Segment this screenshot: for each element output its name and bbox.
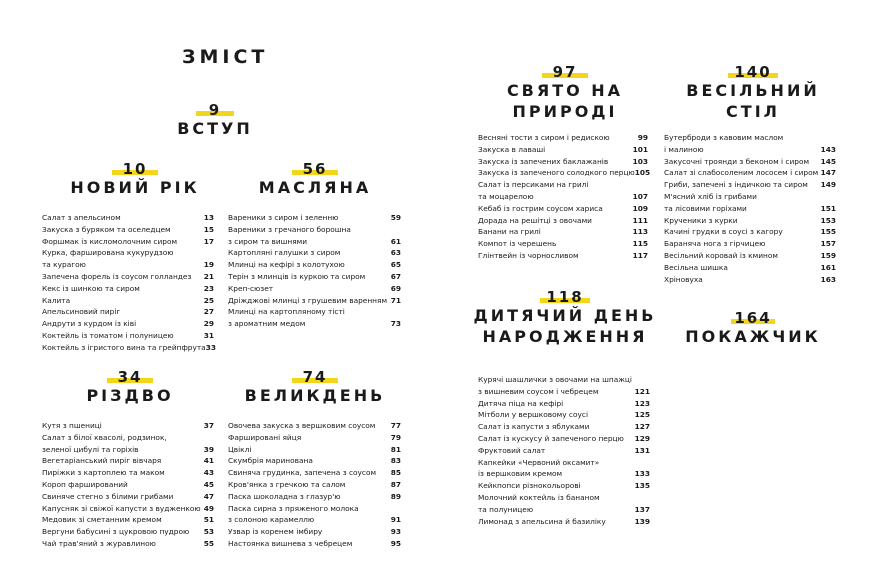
toc-entry[interactable]: [478, 398, 650, 410]
toc-entry-title: Салат з апельсином: [42, 213, 121, 222]
toc-entry[interactable]: [42, 479, 214, 491]
toc-entry-title: Кров'янка з гречкою та салом: [228, 479, 346, 489]
toc-entry-title: з солоною карамеллю: [228, 515, 315, 525]
section-entries: [42, 420, 214, 550]
section-number: 74: [302, 368, 328, 386]
toc-entry-page: 13: [203, 213, 214, 222]
section-index[interactable]: [678, 310, 828, 347]
toc-entry-title: Млинці на картопляному тісті: [228, 307, 345, 317]
section-maslyana[interactable]: [240, 161, 390, 198]
toc-entry-title: Глінтвейн із чорносливом: [478, 250, 579, 260]
toc-entry-title: Терін з млинців із куркою та сиром: [228, 271, 366, 281]
toc-entry-title: Апельсиновий пиріг: [42, 307, 121, 317]
toc-entry-title: з ароматним медом: [228, 319, 306, 329]
toc-entry[interactable]: [664, 132, 836, 144]
toc-entry[interactable]: [478, 516, 650, 528]
toc-entry-page: 99: [637, 133, 648, 142]
toc-entry-title: Салат із кускусу й запеченого перцю: [478, 433, 624, 443]
toc-entry-title: Настоянка вишнева з чебрецем: [228, 538, 353, 548]
toc-entry[interactable]: [664, 167, 836, 179]
toc-entry[interactable]: [478, 433, 650, 445]
toc-entry-page: 53: [203, 527, 214, 537]
toc-entry-page: 19: [203, 260, 214, 270]
toc-entry-title: Молочний коктейль із бананом: [478, 492, 600, 502]
toc-entry-page: 61: [390, 236, 401, 246]
toc-entry-title: Мітболи у вершковому соусі: [478, 410, 589, 420]
section-number: 9: [208, 101, 222, 119]
toc-entry-title: Весільний коровай із кмином: [664, 250, 778, 260]
toc-entry-page: 81: [390, 444, 401, 454]
toc-entry[interactable]: [228, 236, 401, 248]
toc-entry-page: 59: [390, 213, 401, 222]
toc-entry[interactable]: [664, 191, 836, 203]
section-nature[interactable]: [490, 64, 640, 122]
toc-entry[interactable]: [478, 457, 650, 469]
toc-entry-title: Калита: [42, 295, 71, 305]
toc-entry[interactable]: [478, 191, 648, 203]
toc-entry-title: Закусочні троянди з беконом і сиром: [664, 156, 810, 166]
section-heading: ВСТУП: [177, 119, 253, 138]
section-number: 10: [122, 160, 148, 178]
toc-entry[interactable]: [228, 514, 401, 526]
toc-entry[interactable]: [42, 212, 214, 224]
toc-entry[interactable]: [478, 144, 648, 156]
toc-entry-title: Вергуни бабусині з цукровою пудрою: [42, 527, 190, 537]
section-intro[interactable]: [150, 102, 280, 139]
toc-entry[interactable]: [664, 203, 836, 215]
toc-entry-page: 135: [634, 481, 650, 491]
toc-entry[interactable]: [478, 492, 650, 504]
toc-entry-page: 31: [203, 330, 214, 340]
toc-entry-title: Лимонад з апельсина й базиліку: [478, 516, 606, 526]
toc-entry-title: Фаршировані яйця: [228, 432, 302, 442]
toc-entry-title: Свиняче стегно з білими грибами: [42, 491, 174, 501]
toc-entry-page: 21: [203, 271, 214, 281]
toc-entry-title: Медовик зі сметанним кремом: [42, 515, 162, 525]
toc-entry-page: 159: [820, 250, 836, 260]
toc-entry[interactable]: [42, 330, 214, 342]
toc-entry-page: 87: [390, 479, 401, 489]
toc-entry-title: та полуницею: [478, 504, 534, 514]
toc-entry[interactable]: [228, 271, 401, 283]
toc-entry[interactable]: [228, 432, 401, 444]
toc-entry[interactable]: [664, 262, 836, 274]
toc-entry-page: 83: [390, 456, 401, 466]
toc-entry-page: 23: [203, 283, 214, 293]
toc-entry[interactable]: [478, 167, 651, 179]
toc-entry[interactable]: [42, 491, 214, 503]
section-heading-line2: ПРИРОДІ: [512, 102, 618, 121]
toc-entry-page: 47: [203, 491, 214, 501]
toc-entry[interactable]: [228, 295, 401, 307]
toc-entry-title: Хріновуха: [664, 274, 703, 284]
toc-entry[interactable]: [42, 318, 214, 330]
toc-entry-title: Салат із персиками на грилі: [478, 180, 589, 190]
toc-entry-title: Запечена форель із соусом голландез: [42, 271, 192, 281]
toc-entry-page: 43: [203, 468, 214, 478]
toc-entry[interactable]: [228, 212, 401, 224]
section-entries: [664, 132, 836, 285]
toc-entry-page: 155: [820, 227, 836, 237]
toc-entry-page: 37: [203, 421, 214, 430]
toc-entry-title: Цвіклі: [228, 444, 252, 454]
toc-entry-page: 71: [390, 295, 401, 305]
section-heading: ДИТЯЧИЙ ДЕНЬ: [473, 306, 657, 325]
section-number: 164: [734, 309, 772, 327]
page-title: ЗМІСТ: [182, 46, 269, 68]
section-number: 97: [552, 63, 578, 81]
section-number: 34: [117, 368, 143, 386]
section-wedding[interactable]: [678, 64, 828, 122]
toc-entry-title: із вершковим кремом: [478, 469, 563, 479]
section-entries: [228, 420, 401, 550]
toc-entry-title: Овочева закуска з вершковим соусом: [228, 421, 376, 430]
toc-entry[interactable]: [478, 409, 650, 421]
toc-entry-page: 45: [203, 479, 214, 489]
toc-entry-title: Вегетаріанський пиріг вівчаря: [42, 456, 162, 466]
toc-entry-title: Паска сирна з пряженого молока: [228, 503, 359, 513]
toc-entry[interactable]: [228, 247, 401, 259]
toc-entry-title: Баранячa нога з гірчицею: [664, 239, 766, 249]
toc-entry[interactable]: [228, 444, 401, 456]
toc-entry-page: 139: [634, 516, 650, 526]
section-easter[interactable]: [240, 369, 390, 406]
toc-entry-page: 125: [634, 410, 650, 420]
toc-entry[interactable]: [478, 250, 648, 262]
toc-entry[interactable]: [42, 306, 214, 318]
toc-entry-title: Узвар із коренем імбиру: [228, 527, 323, 537]
toc-entry-page: 151: [820, 203, 836, 213]
toc-entry-title: Кейкпопси різнокольорові: [478, 481, 581, 491]
toc-entry-title: Чай трав'яний з журавлиною: [42, 538, 156, 548]
toc-entry[interactable]: [664, 250, 836, 262]
toc-entry-page: 161: [820, 262, 836, 272]
toc-entry-title: Вареники з сиром і зеленню: [228, 213, 339, 222]
toc-entry-title: Скумбрія маринована: [228, 456, 313, 466]
toc-entry-title: Бутерброди з кавовим маслом: [664, 133, 784, 142]
toc-entry-title: Креп-сюзет: [228, 283, 274, 293]
toc-entry[interactable]: [478, 215, 648, 227]
toc-entry-title: Свиняча грудинка, запечена з соусом: [228, 468, 377, 478]
toc-entry[interactable]: [228, 318, 401, 330]
toc-entry[interactable]: [42, 420, 214, 432]
toc-entry-page: 63: [390, 248, 401, 258]
toc-entry[interactable]: [228, 306, 401, 318]
toc-entry-page: 105: [634, 168, 651, 178]
toc-entry-page: 129: [634, 433, 650, 443]
toc-entry[interactable]: [42, 455, 214, 467]
toc-entry[interactable]: [478, 421, 650, 433]
toc-entry-title: Капкейки «Червоний оксамит»: [478, 457, 600, 467]
toc-entry-title: М'ясний хліб із грибами: [664, 191, 757, 201]
toc-entry[interactable]: [228, 420, 401, 432]
toc-entry[interactable]: [478, 238, 648, 250]
toc-entry-page: 131: [634, 445, 650, 455]
toc-entry-title: Закуска із запечених баклажанів: [478, 156, 609, 166]
toc-entry[interactable]: [664, 215, 836, 227]
toc-entry[interactable]: [42, 503, 214, 515]
toc-entry[interactable]: [478, 445, 650, 457]
toc-entry[interactable]: [478, 156, 648, 168]
section-heading-line2: СТІЛ: [726, 102, 780, 121]
toc-entry-page: 41: [203, 456, 214, 466]
toc-entry[interactable]: [478, 226, 648, 238]
toc-entry-page: 67: [390, 271, 401, 281]
section-birthday[interactable]: [470, 289, 660, 347]
toc-entry[interactable]: [42, 514, 214, 526]
toc-entry[interactable]: [228, 224, 401, 236]
toc-entry-title: Курячі шашлички з овочами на шпажці: [478, 375, 632, 384]
toc-entry-title: зеленої цибулі та горіхів: [42, 444, 139, 454]
toc-entry[interactable]: [228, 467, 401, 479]
toc-entry-title: та моцарелою: [478, 191, 534, 201]
toc-entry[interactable]: [228, 259, 401, 271]
toc-entry[interactable]: [228, 455, 401, 467]
toc-entry[interactable]: [42, 283, 214, 295]
section-heading: СВЯТО НА: [506, 81, 624, 100]
toc-entry[interactable]: [664, 226, 836, 238]
toc-entry-title: з вишневим соусом і чебрецем: [478, 386, 599, 396]
toc-entry-title: Андрути з курдом із ківі: [42, 319, 137, 329]
toc-entry-title: і малиною: [664, 144, 704, 154]
toc-entry[interactable]: [42, 432, 214, 444]
toc-entry-title: Дитяча піца на кефірі: [478, 398, 564, 408]
toc-entry[interactable]: [42, 236, 214, 248]
toc-entry[interactable]: [42, 526, 214, 538]
toc-entry[interactable]: [42, 538, 214, 550]
toc-entry-page: 143: [820, 144, 836, 154]
toc-entry-title: Курка, фарширована кукурудзою: [42, 248, 174, 258]
toc-entry-page: 91: [390, 515, 401, 525]
toc-entry[interactable]: [42, 259, 214, 271]
toc-entry-title: Форшмак із кисломолочним сиром: [42, 236, 178, 246]
toc-entry[interactable]: [664, 179, 836, 191]
section-number: 118: [546, 288, 584, 306]
toc-entry-title: Крученики з курки: [664, 215, 738, 225]
toc-entry-title: Коктейль із томатом і полуницею: [42, 330, 174, 340]
toc-entry-page: 123: [634, 398, 650, 408]
toc-entry-page: 117: [632, 250, 648, 260]
toc-entry[interactable]: [478, 203, 648, 215]
section-entries: [478, 132, 651, 262]
toc-entry-title: Весняні тости з сиром і редискою: [478, 133, 610, 142]
toc-entry-title: Кутя з пшениці: [42, 421, 102, 430]
toc-entry[interactable]: [42, 271, 214, 283]
toc-entry-title: Фруктовий салат: [478, 445, 546, 455]
section-heading-line2: НАРОДЖЕННЯ: [482, 327, 648, 346]
toc-entry-title: Банани на грилі: [478, 227, 541, 237]
section-christmas[interactable]: [60, 369, 200, 406]
toc-entry-page: 115: [632, 239, 648, 249]
toc-entry-page: 51: [203, 515, 214, 525]
toc-entry-title: Коктейль з ігристого вина та грейпфрута: [42, 342, 206, 352]
toc-entry-title: Закуска із запеченого солодкого перцю: [478, 168, 635, 178]
toc-entry[interactable]: [42, 342, 214, 354]
toc-entry-page: 157: [820, 239, 836, 249]
toc-entry-page: 15: [203, 224, 214, 234]
toc-entry-title: Компот із черешень: [478, 239, 557, 249]
toc-entry-page: 93: [390, 527, 401, 537]
toc-entry-page: 17: [203, 236, 214, 246]
toc-entry-page: 77: [390, 421, 401, 430]
toc-entry-title: Кекс із шинкою та сиром: [42, 283, 140, 293]
toc-entry-page: 89: [390, 491, 401, 501]
toc-entry-page: 69: [390, 283, 401, 293]
toc-entry-page: 29: [203, 319, 214, 329]
toc-entry-page: 107: [632, 191, 648, 201]
toc-entry[interactable]: [664, 156, 836, 168]
section-heading: ВЕСІЛЬНИЙ: [686, 81, 820, 100]
toc-entry-title: Закуска в лаваші: [478, 144, 546, 154]
toc-entry-title: Короп фарширований: [42, 479, 128, 489]
toc-entry-page: 85: [390, 468, 401, 478]
toc-entry-page: 103: [632, 156, 648, 166]
toc-entry-title: Пиріжки з картоплею та маком: [42, 468, 165, 478]
toc-entry[interactable]: [42, 467, 214, 479]
toc-entry[interactable]: [478, 504, 650, 516]
toc-entry-page: 39: [203, 444, 214, 454]
toc-entry[interactable]: [664, 144, 836, 156]
toc-entry-title: Вареники з гречаного борошна: [228, 224, 351, 234]
toc-entry-page: 27: [203, 307, 214, 317]
toc-entry[interactable]: [664, 238, 836, 250]
toc-entry-page: 109: [632, 203, 648, 213]
toc-entry[interactable]: [478, 468, 650, 480]
section-heading: НОВИЙ РІК: [70, 178, 200, 197]
toc-entry-page: 113: [632, 227, 648, 237]
section-entries: [228, 212, 401, 330]
toc-entry[interactable]: [478, 132, 648, 144]
toc-entry-title: Салат з білої квасолі, родзинок,: [42, 432, 167, 442]
toc-entry-title: Салат із капусти з яблуками: [478, 422, 590, 432]
toc-entry[interactable]: [228, 491, 401, 503]
toc-entry-page: 25: [203, 295, 214, 305]
toc-entry[interactable]: [228, 479, 401, 491]
toc-entry-page: 149: [820, 180, 836, 190]
toc-entry-page: 33: [205, 342, 216, 352]
toc-entry-title: Дріжджові млинці з грушевим варенням: [228, 295, 388, 305]
section-heading: РІЗДВО: [86, 386, 174, 405]
toc-entry[interactable]: [478, 480, 650, 492]
toc-entry-title: Капусняк зі свіжої капусти з вудженкою: [42, 503, 201, 513]
toc-entry-page: 79: [390, 432, 401, 442]
toc-entry-page: 121: [634, 386, 650, 396]
toc-entry[interactable]: [42, 444, 214, 456]
toc-entry[interactable]: [664, 274, 836, 286]
toc-entry-page: 65: [390, 260, 401, 270]
toc-entry-title: та курагою: [42, 260, 86, 270]
toc-entry-page: 49: [203, 503, 214, 513]
toc-entry-page: 127: [634, 422, 650, 432]
toc-entry[interactable]: [228, 538, 401, 550]
toc-entry-title: Млинці на кефірі з колотухою: [228, 260, 345, 270]
toc-entry-title: та лісовими горіхами: [664, 203, 747, 213]
toc-entry-page: 163: [820, 274, 836, 284]
section-heading: МАСЛЯНА: [258, 178, 372, 197]
toc-entry-title: Картопляні галушки з сиром: [228, 248, 341, 258]
toc-entry-page: 133: [634, 469, 650, 479]
toc-entry-page: 55: [203, 538, 214, 548]
toc-entry[interactable]: [42, 224, 214, 236]
toc-entry-title: Кебаб із гострим соусом хариса: [478, 203, 603, 213]
toc-entry-page: 145: [820, 156, 836, 166]
toc-entry[interactable]: [478, 386, 650, 398]
toc-entry[interactable]: [228, 503, 401, 515]
toc-entry-page: 73: [390, 319, 401, 329]
toc-entry-title: Салат зі слабосоленим лососем і сиром: [664, 168, 819, 178]
section-entries: [478, 374, 650, 527]
toc-entry-page: 153: [820, 215, 836, 225]
toc-entry-title: з сиром та вишнями: [228, 236, 308, 246]
toc-entry[interactable]: [478, 179, 648, 191]
toc-entry-title: Качині грудки в соусі з кагору: [664, 227, 783, 237]
toc-entry-title: Весільна шишка: [664, 262, 728, 272]
toc-entry[interactable]: [478, 374, 650, 386]
toc-entry[interactable]: [228, 283, 401, 295]
toc-entry-page: 111: [632, 215, 648, 225]
section-heading: ВЕЛИКДЕНЬ: [244, 386, 386, 405]
section-new-year[interactable]: [50, 161, 220, 198]
section-number: 140: [734, 63, 772, 81]
toc-entry-title: Дорада на решітці з овочами: [478, 215, 592, 225]
section-heading: ПОКАЖЧИК: [685, 327, 821, 346]
toc-entry-title: Закуска з буряком та оселедцем: [42, 224, 171, 234]
toc-entry[interactable]: [228, 526, 401, 538]
section-entries: [42, 212, 214, 354]
toc-entry-page: 101: [632, 144, 648, 154]
toc-entry-page: 137: [634, 504, 650, 514]
section-number: 56: [302, 160, 328, 178]
toc-entry-title: Паска шоколадна з глазур'ю: [228, 491, 341, 501]
toc-entry-title: Гриби, запечені з індичкою та сиром: [664, 180, 808, 190]
toc-entry-page: 95: [390, 538, 401, 548]
toc-entry-page: 147: [820, 168, 836, 178]
toc-entry[interactable]: [42, 295, 214, 307]
toc-entry[interactable]: [42, 247, 214, 259]
